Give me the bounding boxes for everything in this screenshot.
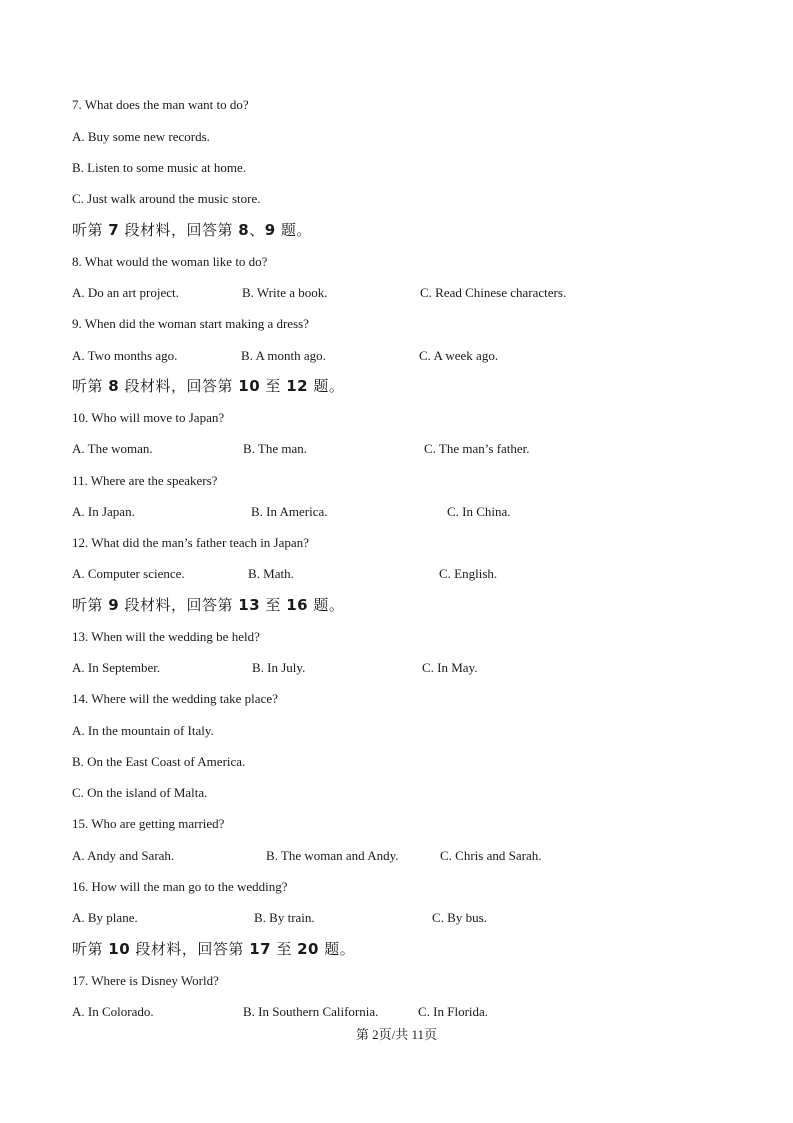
q7-option-c: C. Just walk around the music store.: [72, 191, 261, 206]
section-8-heading: 听第 8 段材料，回答第 10 至 12 题。: [72, 377, 345, 395]
q10-option-b: B. The man.: [243, 441, 308, 456]
section-10-heading: 听第 10 段材料，回答第 17 至 20 题。: [72, 940, 356, 958]
q11-option-a: A. In Japan.: [72, 504, 135, 519]
q13-option-a: A. In September.: [72, 660, 161, 675]
q9-option-c: C. A week ago.: [419, 348, 499, 363]
q8-option-b: B. Write a book.: [242, 285, 328, 300]
q14-option-c: C. On the island of Malta.: [72, 785, 208, 800]
q10-question: 10. Who will move to Japan?: [72, 410, 225, 425]
q14-question: 14. Where will the wedding take place?: [72, 691, 278, 706]
q15-question: 15. Who are getting married?: [72, 816, 225, 831]
q16-option-c: C. By bus.: [432, 910, 487, 925]
q9-option-a: A. Two months ago.: [72, 348, 178, 363]
q16-question: 16. How will the man go to the wedding?: [72, 879, 288, 894]
q17-option-c: C. In Florida.: [418, 1004, 489, 1019]
q13-option-b: B. In July.: [252, 660, 306, 675]
q10-option-c: C. The man’s father.: [424, 441, 530, 456]
q12-option-c: C. English.: [439, 566, 498, 581]
q12-option-a: A. Computer science.: [72, 566, 185, 581]
q9-question: 9. When did the woman start making a dress?: [72, 316, 309, 331]
q12-question: 12. What did the man’s father teach in Japan?: [72, 535, 309, 550]
q15-option-c: C. Chris and Sarah.: [440, 848, 542, 863]
q17-option-a: A. In Colorado.: [72, 1004, 154, 1019]
q13-option-c: C. In May.: [422, 660, 478, 675]
q9-option-b: B. A month ago.: [241, 348, 326, 363]
section-7-heading: 听第 7 段材料，回答第 8、9 题。: [72, 221, 312, 239]
q13-question: 13. When will the wedding be held?: [72, 629, 260, 644]
q15-option-a: A. Andy and Sarah.: [72, 848, 175, 863]
page-footer: 第 2页/共 11页: [355, 1027, 438, 1042]
q12-option-b: B. Math.: [248, 566, 294, 581]
section-9-heading: 听第 9 段材料，回答第 13 至 16 题。: [72, 596, 345, 614]
q16-option-b: B. By train.: [254, 910, 315, 925]
q17-question: 17. Where is Disney World?: [72, 973, 219, 988]
q14-option-b: B. On the East Coast of America.: [72, 754, 246, 769]
q8-option-c: C. Read Chinese characters.: [420, 285, 567, 300]
q7-option-a: A. Buy some new records.: [72, 129, 210, 144]
q8-question: 8. What would the woman like to do?: [72, 254, 268, 269]
q11-question: 11. Where are the speakers?: [72, 473, 218, 488]
q7-question: 7. What does the man want to do?: [72, 97, 249, 112]
q16-option-a: A. By plane.: [72, 910, 138, 925]
q11-option-b: B. In America.: [251, 504, 328, 519]
q7-option-b: B. Listen to some music at home.: [72, 160, 247, 175]
q17-option-b: B. In Southern California.: [243, 1004, 379, 1019]
q11-option-c: C. In China.: [447, 504, 511, 519]
q14-option-a: A. In the mountain of Italy.: [72, 723, 214, 738]
q15-option-b: B. The woman and Andy.: [266, 848, 399, 863]
q10-option-a: A. The woman.: [72, 441, 153, 456]
q8-option-a: A. Do an art project.: [72, 285, 179, 300]
